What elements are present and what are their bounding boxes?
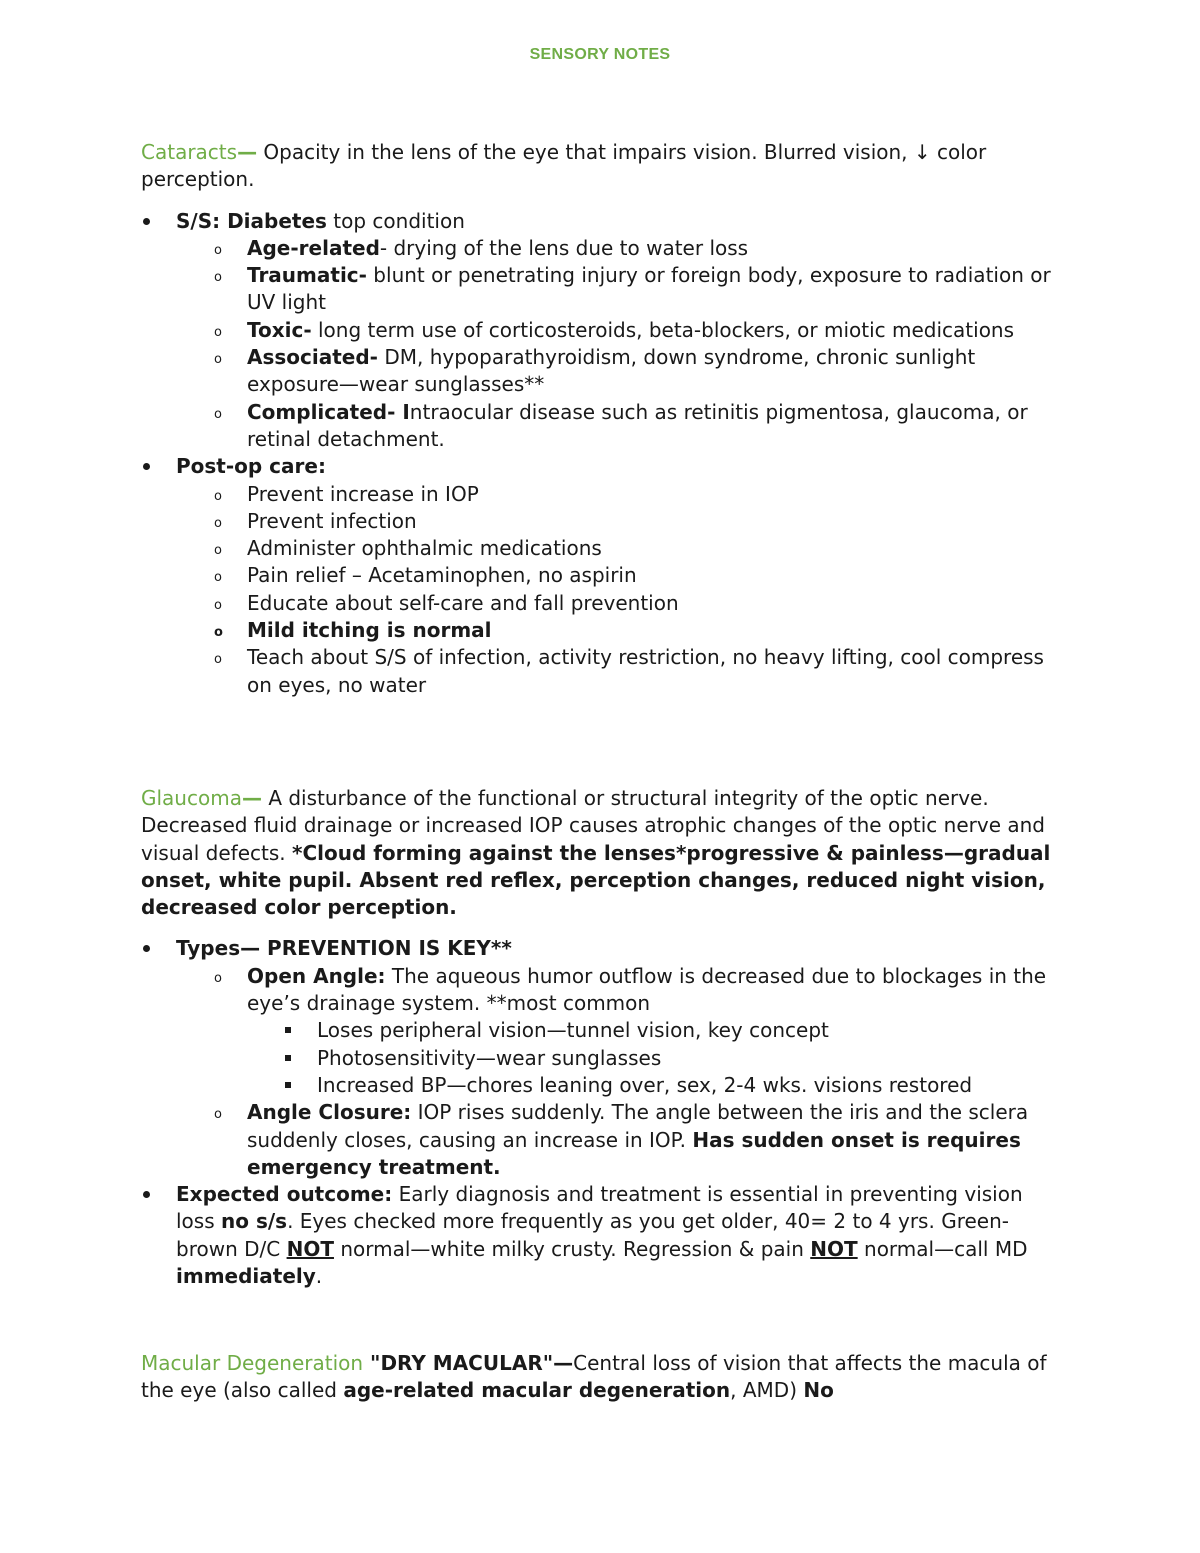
macular-text: , AMD) xyxy=(730,1378,804,1403)
outcome-underline: NOT xyxy=(810,1236,858,1261)
macular-bold: age-related macular degeneration xyxy=(343,1378,731,1403)
item-text: - drying of the lens due to water loss xyxy=(379,235,749,260)
list-item xyxy=(141,1181,1056,1290)
glaucoma-intro xyxy=(141,785,1056,921)
list-item xyxy=(141,453,1056,699)
cataracts-intro xyxy=(141,139,1056,194)
list-item xyxy=(141,963,1056,1018)
list-item xyxy=(141,1099,1056,1181)
outcome-text: normal—call MD xyxy=(857,1236,1028,1261)
outcome-bold: immediately xyxy=(176,1264,316,1289)
list-item: Increased BP—chores leaning over, sex, 2-4 wks. visions restored xyxy=(141,1072,1056,1099)
macular-bold: No xyxy=(803,1378,834,1403)
macular-quote: "DRY MACULAR"— xyxy=(363,1351,574,1375)
macular-text: Central loss of vision that affects the macula of the eye (also called xyxy=(141,1351,1047,1403)
list-item xyxy=(141,317,1056,344)
outcome-underline: NOT xyxy=(286,1236,334,1261)
item-label: Age-related xyxy=(247,235,380,260)
list-item xyxy=(141,935,1056,1181)
macular-intro xyxy=(141,1350,1056,1405)
list-item xyxy=(141,262,1056,317)
item-label: Associated- xyxy=(247,345,378,370)
outcome-bold: no s/s xyxy=(221,1209,288,1234)
types-label: Types— PREVENTION IS KEY** xyxy=(176,936,512,961)
item-text: long term use of corticosteroids, beta-blockers, or miotic medications xyxy=(311,317,1015,342)
item-label: Complicated- I xyxy=(247,399,410,424)
ss-label: S/S: Diabetes xyxy=(176,208,327,233)
list-item: Loses peripheral vision—tunnel vision, key concept xyxy=(141,1017,1056,1044)
list-item: o Prevent increase in IOP xyxy=(141,481,1056,508)
list-item: Photosensitivity—wear sunglasses xyxy=(141,1045,1056,1072)
macular-section xyxy=(141,1350,1056,1405)
list-item xyxy=(141,617,1056,644)
cataracts-definition: Opacity in the lens of the eye that impairs vision. Blurred vision, ↓ color perception. xyxy=(141,140,987,192)
item-text: DM, hypoparathyroidism, down syndrome, chronic sunlight exposure—wear sunglasses** xyxy=(247,345,976,397)
item-label: Toxic- xyxy=(247,317,312,342)
list-item: o Educate about self-care and fall prevention xyxy=(141,590,1056,617)
page-title: SENSORY NOTES xyxy=(529,46,671,63)
list-item xyxy=(141,235,1056,262)
cataracts-heading: Cataracts xyxy=(141,140,238,164)
glaucoma-definition: A disturbance of the functional or structural integrity of the optic nerve. Decreased fluid drainage or increased IOP causes atrophic changes of the optic nerve and visual defects. xyxy=(141,786,1045,865)
list-item xyxy=(141,399,1056,454)
outcome-text: normal—white milky crusty. Regression & pain xyxy=(333,1236,811,1261)
item-text: IOP rises suddenly. The angle between the iris and the sclera suddenly closes, causing an increase in IOP. xyxy=(247,1100,1029,1152)
list-item: o Prevent infection xyxy=(141,508,1056,535)
outcome-text: Early diagnosis and treatment is essential in preventing vision loss xyxy=(176,1182,1023,1234)
list-item: o Pain relief – Acetaminophen, no aspirin xyxy=(141,562,1056,589)
item-text: blunt or penetrating injury or foreign body, exposure to radiation or UV light xyxy=(247,263,1051,315)
glaucoma-section xyxy=(141,785,1056,1290)
macular-heading: Macular Degeneration xyxy=(141,1351,364,1375)
outcome-label: Expected outcome: xyxy=(176,1182,393,1207)
item-label: Open Angle: xyxy=(247,963,386,988)
item-text: The aqueous humor outflow is decreased due to blockages in the eye’s drainage system. **most common xyxy=(247,963,1047,1016)
item-label: Traumatic- xyxy=(247,263,367,288)
item-text: Mild itching is normal xyxy=(247,618,492,643)
cataracts-list xyxy=(141,208,1056,699)
glaucoma-definition-bold: *Cloud forming against the lenses*progressive & painless—gradual onset, white pupil. Absent red reflex, perception changes, reduced night vision, decreased color perception. xyxy=(141,840,1051,920)
item-text-bold: Has sudden onset is requires emergency treatment. xyxy=(247,1127,1021,1179)
item-label: Angle Closure: xyxy=(247,1100,412,1125)
heading-dash: — xyxy=(237,140,258,164)
list-item: o Administer ophthalmic medications xyxy=(141,535,1056,562)
item-text: ntraocular disease such as retinitis pigmentosa, glaucoma, or retinal detachment. xyxy=(247,399,1028,451)
cataracts-section xyxy=(141,139,1056,699)
list-item xyxy=(141,344,1056,399)
outcome-text: . xyxy=(315,1264,323,1289)
glaucoma-list xyxy=(141,935,1056,1290)
postop-label: Post-op care: xyxy=(176,454,326,479)
outcome-text: . Eyes checked more frequently as you get older, 40= 2 to 4 yrs. Green-brown D/C xyxy=(176,1209,1009,1261)
list-item xyxy=(141,208,1056,454)
list-item: o Teach about S/S of infection, activity restriction, no heavy lifting, cool compress on eyes, no water xyxy=(141,644,1056,699)
heading-dash: — xyxy=(241,786,262,810)
glaucoma-heading: Glaucoma xyxy=(141,786,242,810)
ss-text: top condition xyxy=(326,208,465,233)
